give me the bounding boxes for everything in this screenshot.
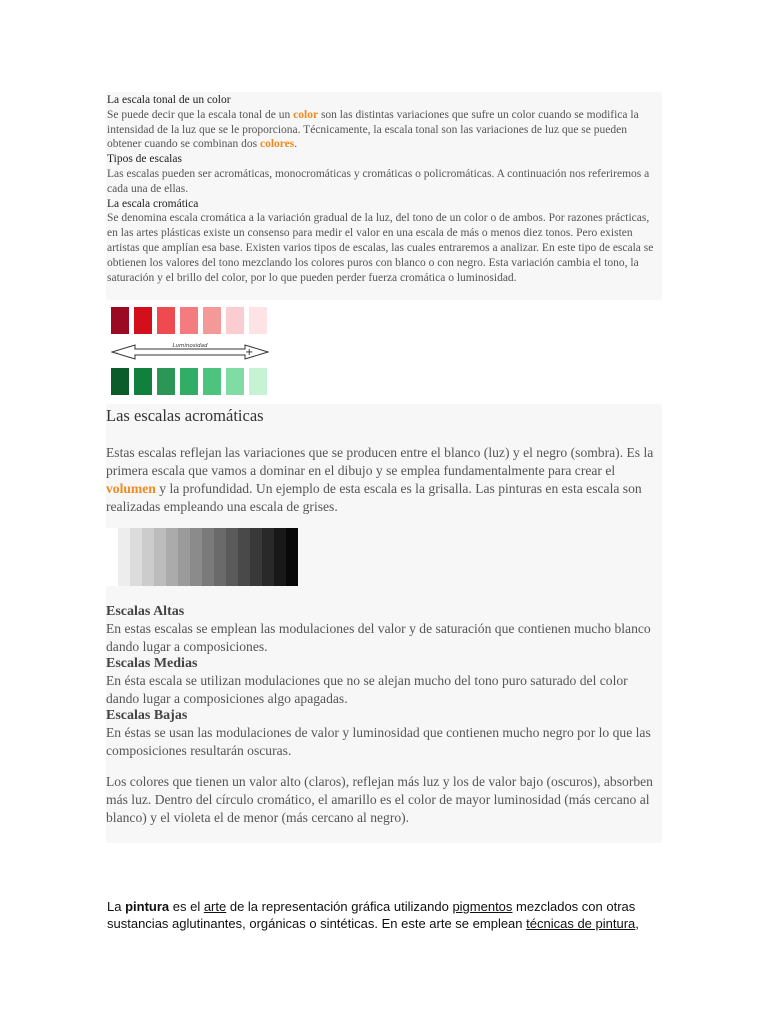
link-color[interactable]: color <box>293 108 319 121</box>
heading-high-scales: Escalas Altas <box>106 604 185 619</box>
text-run: , <box>635 916 639 932</box>
paragraph-low-scales: En éstas se usan las modulaciones de valor y luminosidad que contienen mucho negro por lo que las composiciones resultarán oscuras. <box>106 725 651 758</box>
text-run: La <box>107 899 126 914</box>
text-run: Se puede decir que la escala tonal de un <box>107 108 294 121</box>
luminosity-label: Luminosidad <box>172 343 208 349</box>
gray-step-11 <box>226 528 238 586</box>
heading-achromatic-scales: Las escalas acromáticas <box>106 406 264 425</box>
paragraph-luminosity: Los colores que tienen un valor alto (claros), reflejan más luz y los de valor bajo (oscuros), absorben más luz. Dentro del círculo cromático, el amarillo es el color de mayor luminosidad (más cercano al blanco) y el violeta el de menor (más cercano al negro). <box>106 774 653 825</box>
plus-sign: + <box>245 347 254 358</box>
gray-step-1 <box>106 528 118 586</box>
red-swatch-2 <box>134 307 152 334</box>
link-colores[interactable]: colores <box>259 138 295 151</box>
tonal-scale-section <box>106 92 662 300</box>
gray-step-3 <box>130 528 142 586</box>
double-arrow-icon <box>111 342 269 362</box>
link-pigmentos[interactable]: pigmentos <box>452 899 513 914</box>
heading-scale-types: Tipos de escalas <box>107 153 182 166</box>
gray-step-15 <box>274 528 286 586</box>
heading-tonal-scale: La escala tonal de un color <box>107 94 231 106</box>
text-run: mezclados con otras sustancias aglutinantes, orgánicas o sintéticas. En este arte se emplean <box>107 899 636 932</box>
gray-step-9 <box>202 528 214 586</box>
red-swatch-6 <box>226 307 244 334</box>
green-swatch-6 <box>226 368 244 395</box>
paragraph-achromatic <box>106 444 662 516</box>
text-run: son las distintas variaciones que sufre un color cuando se modifica la intensidad de la luz que se le proporciona. Técnicamente, la escala tonal son las variaciones de luz que se pueden obtener cuando se combinan dos <box>107 108 639 151</box>
paragraph-tonal-scale <box>107 108 662 152</box>
red-swatch-4 <box>180 307 198 334</box>
grayscale-strip <box>106 528 298 586</box>
green-swatch-5 <box>203 368 221 395</box>
gray-step-5 <box>154 528 166 586</box>
minus-sign: - <box>116 350 118 356</box>
green-swatch-row <box>111 368 267 395</box>
medium-scales-block <box>106 655 662 707</box>
gray-step-13 <box>250 528 262 586</box>
achromatic-scale-section <box>106 404 662 843</box>
link-arte[interactable]: arte <box>203 899 227 914</box>
gray-step-4 <box>142 528 154 586</box>
red-swatch-5 <box>203 307 221 334</box>
green-swatch-7 <box>249 368 267 395</box>
gray-step-6 <box>166 528 178 586</box>
gray-step-12 <box>238 528 250 586</box>
red-swatch-7 <box>249 307 267 334</box>
green-swatch-1 <box>111 368 129 395</box>
heading-low-scales: Escalas Bajas <box>106 708 188 723</box>
link-tecnicas-de-pintura[interactable]: técnicas de pintura <box>526 916 636 932</box>
heading-chromatic-scale: La escala cromática <box>107 197 199 210</box>
low-scales-block <box>106 707 662 759</box>
gray-step-16 <box>286 528 298 586</box>
paragraph-medium-scales: En ésta escala se utilizan modulaciones que no se alejan mucho del tono puro saturado del color dando lugar a composiciones algo apagadas. <box>106 673 628 706</box>
painting-paragraph <box>107 898 667 933</box>
text-run: es el <box>169 899 204 914</box>
text-run: y la profundidad. Un ejemplo de esta escala es la grisalla. Las pinturas en esta escala son realizadas empleando una escala de grises. <box>106 481 642 514</box>
green-swatch-2 <box>134 368 152 395</box>
gray-step-14 <box>262 528 274 586</box>
gray-step-2 <box>118 528 130 586</box>
chromatic-scale-image <box>106 300 276 400</box>
high-scales-block <box>106 603 662 655</box>
paragraph-high-scales: En estas escalas se emplean las modulaciones del valor y de saturación que contienen mucho blanco dando lugar a composiciones. <box>106 621 651 654</box>
red-swatch-3 <box>157 307 175 334</box>
paragraph-scale-types: Las escalas pueden ser acromáticas, monocromáticas y cromáticas o policromáticas. A continuación nos referiremos a cada una de ellas. <box>107 167 650 195</box>
green-swatch-3 <box>157 368 175 395</box>
gray-step-8 <box>190 528 202 586</box>
bold-pintura: pintura <box>125 899 170 914</box>
gray-step-7 <box>178 528 190 586</box>
luminosity-arrow <box>111 342 269 362</box>
text-run: de la representación gráfica utilizando <box>226 899 453 914</box>
green-swatch-4 <box>180 368 198 395</box>
text-run: . <box>294 138 298 151</box>
paragraph-chromatic-scale: Se denomina escala cromática a la variación gradual de la luz, del tono de un color o de ambos. Por razones prácticas, en las artes plásticas existe un consenso para medir el valor en una escala de más o menos diez tonos. Pero existen artistas que amplían esa base. Existen varios tipos de escalas, las cuales entraremos a analizar. En este tipo de escala se obtienen los valores del tono mezclando los colores puros con blanco o con negro. Esta variación cambia el tono, la saturación y el brillo del color, por lo que pueden perder fuerza cromática o luminosidad. <box>107 212 654 284</box>
text-run: Estas escalas reflejan las variaciones que se producen entre el blanco (luz) y el negro (sombra). Es la primera escala que vamos a dominar en el dibujo y se emplea fundamentalmente para crear el <box>106 445 654 478</box>
gray-step-10 <box>214 528 226 586</box>
link-volumen[interactable]: volumen <box>106 481 156 496</box>
red-swatch-row <box>111 307 267 334</box>
red-swatch-1 <box>111 307 129 334</box>
heading-medium-scales: Escalas Medias <box>106 656 198 671</box>
